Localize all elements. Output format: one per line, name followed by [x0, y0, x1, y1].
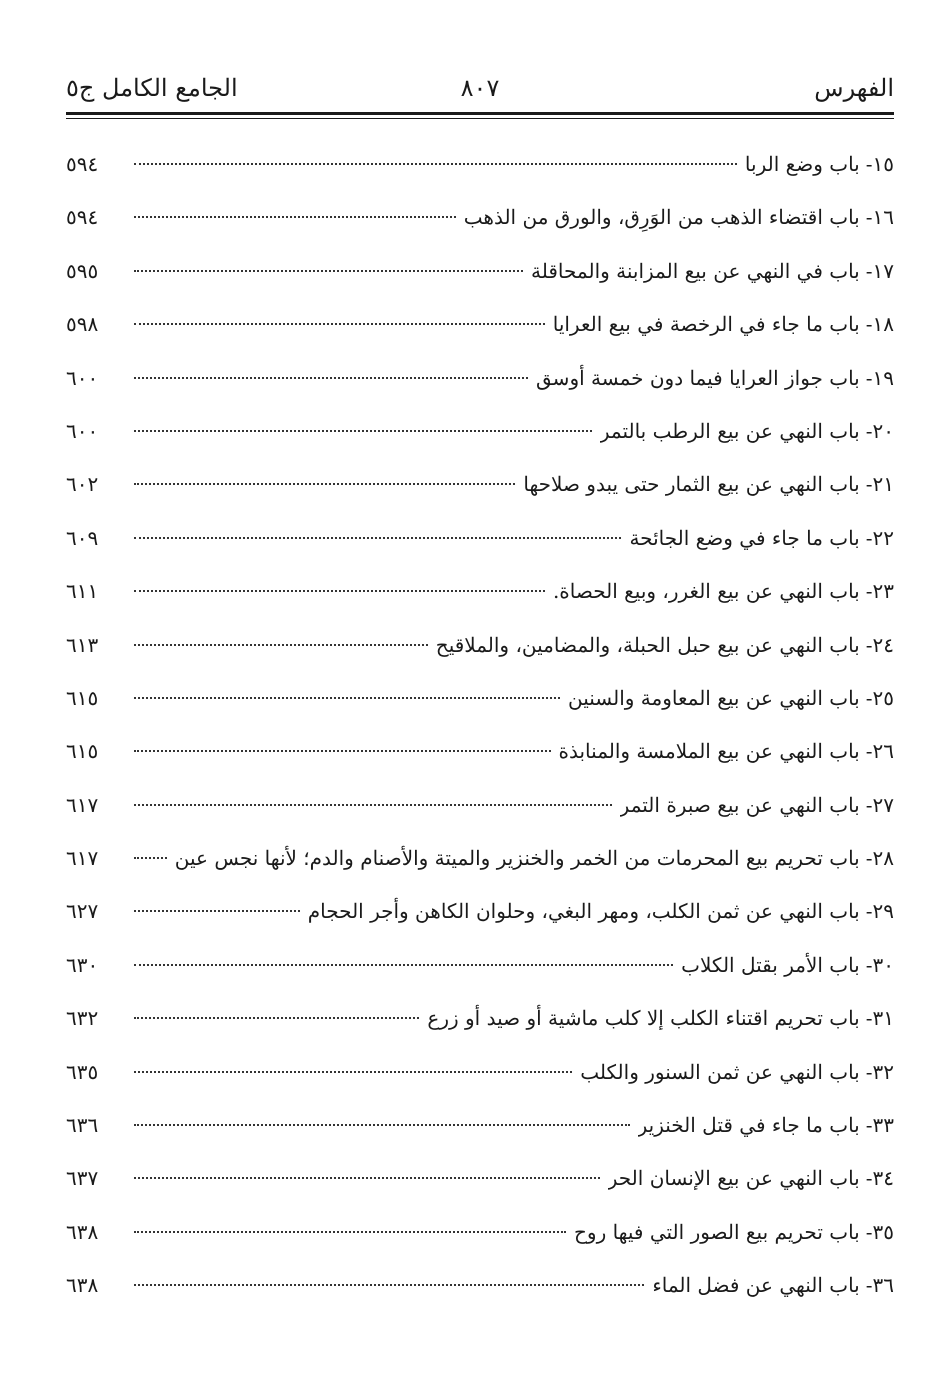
entry-number: ١٦- — [865, 205, 894, 230]
entry-page-number: ٦٣٨ — [66, 1219, 99, 1244]
entry-page-number: ٦١٥ — [66, 739, 99, 764]
entry-number: ٣٤- — [865, 1166, 894, 1191]
entry-page-number: ٦٣٢ — [66, 1006, 99, 1031]
toc-entry — [66, 1210, 894, 1263]
entry-number: ٢٩- — [865, 899, 894, 924]
entry-number: ٣٥- — [865, 1219, 894, 1244]
entry-title: باب النهي عن بيع الغرر، وبيع الحصاة. — [552, 579, 860, 604]
dot-leader — [134, 483, 515, 485]
entry-page-number: ٦١٧ — [66, 846, 99, 871]
dot-leader — [134, 377, 528, 379]
entry-page-number: ٦٠٢ — [66, 472, 99, 497]
dot-leader — [134, 697, 560, 699]
entry-number: ٢٠- — [865, 418, 894, 443]
entry-number: ١٧- — [865, 258, 894, 283]
dot-leader — [134, 750, 551, 752]
entry-title: باب النهي عن ثمن الكلب، ومهر البغي، وحلوان الكاهن وأجر الحجام — [307, 899, 860, 924]
toc-entry — [66, 943, 894, 996]
entry-page-number: ٦٣٨ — [66, 1273, 99, 1298]
dot-leader — [134, 1124, 630, 1126]
dot-leader — [134, 1071, 572, 1073]
dot-leader — [134, 964, 673, 966]
dot-leader — [134, 910, 300, 912]
entry-number: ٢٤- — [865, 632, 894, 657]
toc-entry — [66, 783, 894, 836]
toc-entry — [66, 516, 894, 569]
entry-page-number: ٦٣٦ — [66, 1113, 99, 1138]
toc-entry — [66, 729, 894, 782]
entry-page-number: ٥٩٥ — [66, 258, 99, 283]
dot-leader — [134, 270, 523, 272]
toc-entry — [66, 623, 894, 676]
entry-title: باب النهي عن بيع الثمار حتى يبدو صلاحها — [523, 472, 860, 497]
toc-entry — [66, 676, 894, 729]
dot-leader — [134, 1231, 566, 1233]
entry-title: باب الأمر بقتل الكلاب — [681, 952, 860, 977]
page-header — [66, 72, 894, 108]
dot-leader — [134, 430, 592, 432]
entry-page-number: ٦٣٠ — [66, 952, 99, 977]
entry-title: باب ما جاء في الرخصة في بيع العرايا — [552, 312, 860, 337]
entry-page-number: ٥٩٨ — [66, 312, 99, 337]
toc-entry — [66, 1263, 894, 1316]
dot-leader — [134, 644, 428, 646]
entry-page-number: ٦١٥ — [66, 685, 99, 710]
header-rule-thin — [66, 118, 894, 119]
entry-title: باب ما جاء في وضع الجائحة — [629, 525, 860, 550]
entry-title: باب وضع الربا — [744, 152, 860, 176]
entry-number: ٣١- — [865, 1006, 894, 1031]
toc-entry — [66, 889, 894, 942]
toc-entry — [66, 356, 894, 409]
entry-title: باب النهي عن بيع الإنسان الحر — [607, 1166, 860, 1191]
dot-leader — [134, 537, 621, 539]
entry-number: ١٨- — [865, 312, 894, 337]
toc-entry — [66, 1103, 894, 1156]
dot-leader — [134, 804, 612, 806]
dot-leader — [134, 1284, 644, 1286]
section-title: الفهرس — [814, 74, 894, 102]
entry-title: باب النهي عن بيع الملامسة والمنابذة — [558, 739, 860, 764]
toc-entry — [66, 836, 894, 889]
entry-number: ٢٢- — [865, 525, 894, 550]
header-rule-thick — [66, 112, 894, 115]
toc-entry — [66, 569, 894, 622]
entry-number: ٢٦- — [865, 739, 894, 764]
entry-number: ٣٦- — [865, 1273, 894, 1298]
entry-page-number: ٦٠٠ — [66, 418, 99, 443]
dot-leader — [134, 323, 545, 325]
dot-leader — [134, 857, 167, 859]
dot-leader — [134, 163, 737, 165]
dot-leader — [134, 590, 545, 592]
entry-page-number: ٥٩٤ — [66, 152, 99, 176]
entry-title: باب النهي عن ثمن السنور والكلب — [580, 1059, 860, 1084]
entry-number: ١٩- — [865, 365, 894, 390]
dot-leader — [134, 216, 456, 218]
entry-number: ٣٠- — [865, 952, 894, 977]
entry-number: ٣٢- — [865, 1059, 894, 1084]
table-of-contents — [66, 142, 894, 1317]
book-title: الجامع الكامل ج٥ — [66, 74, 238, 102]
toc-entry — [66, 409, 894, 462]
entry-number: ٢٥- — [865, 685, 894, 710]
dot-leader — [134, 1017, 419, 1019]
entry-title: باب تحريم بيع المحرمات من الخمر والخنزير والميتة والأصنام والدم؛ لأنها نجس عين — [174, 846, 860, 871]
entry-number: ٢١- — [865, 472, 894, 497]
entry-page-number: ٦١٧ — [66, 792, 99, 817]
toc-entry — [66, 249, 894, 302]
entry-title: باب اقتضاء الذهب من الوَرِق، والورق من الذهب — [463, 205, 860, 230]
entry-page-number: ٦١١ — [66, 579, 99, 604]
dot-leader — [134, 1177, 600, 1179]
entry-page-number: ٥٩٤ — [66, 205, 99, 230]
entry-page-number: ٦٠٠ — [66, 365, 99, 390]
entry-number: ١٥- — [865, 152, 894, 176]
entry-page-number: ٦٣٥ — [66, 1059, 99, 1084]
entry-page-number: ٦١٣ — [66, 632, 99, 657]
entry-title: باب النهي عن فضل الماء — [652, 1273, 860, 1298]
entry-title: باب ما جاء في قتل الخنزير — [637, 1113, 860, 1138]
toc-entry — [66, 1156, 894, 1209]
page-number: ٨٠٧ — [460, 74, 500, 102]
entry-title: باب النهي عن بيع الرطب بالتمر — [599, 418, 860, 443]
entry-number: ٢٧- — [865, 792, 894, 817]
entry-page-number: ٦٣٧ — [66, 1166, 99, 1191]
toc-entry — [66, 996, 894, 1049]
entry-title: باب تحريم اقتناء الكلب إلا كلب ماشية أو صيد أو زرع — [427, 1006, 860, 1031]
toc-entry — [66, 1050, 894, 1103]
entry-title: باب تحريم بيع الصور التي فيها روح — [574, 1219, 860, 1244]
toc-entry — [66, 195, 894, 248]
entry-title: باب النهي عن بيع حبل الحبلة، والمضامين، والملاقيح — [435, 632, 860, 657]
toc-entry — [66, 142, 894, 195]
entry-number: ٣٣- — [865, 1113, 894, 1138]
entry-page-number: ٦٠٩ — [66, 525, 99, 550]
entry-page-number: ٦٢٧ — [66, 899, 99, 924]
entry-number: ٢٣- — [865, 579, 894, 604]
entry-title: باب جواز العرايا فيما دون خمسة أوسق — [536, 365, 860, 390]
toc-entry — [66, 302, 894, 355]
entry-title: باب في النهي عن بيع المزابنة والمحاقلة — [531, 258, 860, 283]
entry-title: باب النهي عن بيع صبرة التمر — [619, 792, 860, 817]
entry-number: ٢٨- — [865, 846, 894, 871]
entry-title: باب النهي عن بيع المعاومة والسنين — [568, 685, 860, 710]
toc-entry — [66, 462, 894, 515]
